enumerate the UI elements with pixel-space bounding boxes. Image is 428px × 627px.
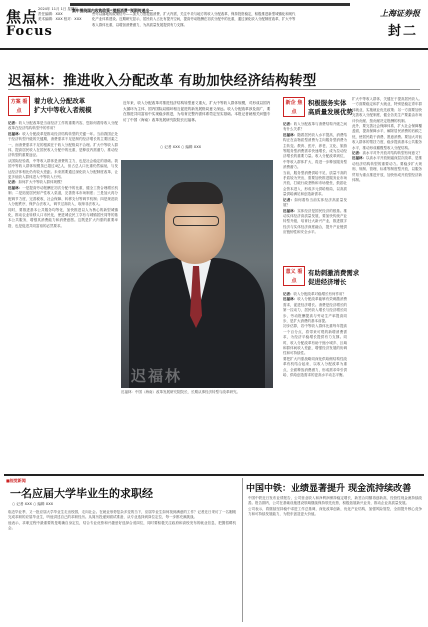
newspaper-brand: 上海证券报 — [380, 9, 420, 18]
para: 此外，要完善社会保障体系，扩大社会保障覆盖面，提高保障水平，解除居民消费的后顾之忧，使居民敢于消费、愿意消费。要加大对低收入群体的帮扶力度，稳步提高基本公共服务水平，推动形成橄榄型收入分配结构。 — [352, 124, 422, 150]
photo-watermark: 迟福林 — [131, 367, 183, 385]
left-tag — [8, 96, 30, 116]
para: 从国际经验看，中等收入群体是消费的主力，也是社会稳定的基础。我国中等收入群体规模虽已超过4亿人，但占总人口比重仍然偏低，与发达经济体相比仍有较大差距。未来需要通过深化收入分配制度改革，让更多低收入群体进入中等收入行列。 — [8, 158, 118, 180]
bottom-left-headline: 一名应届大学毕业生的求职经 — [10, 487, 153, 500]
mid-tag-label: 意义 看点 — [285, 269, 303, 284]
para: 公司表示，将继续坚持稳中求进工作总基调，深化改革创新，优化产业结构，加强风险管控，全面提升核心竞争力和可持续发展能力，为股东创造更大价值。 — [248, 506, 422, 517]
right-column-2 — [352, 97, 422, 467]
mid-tag — [283, 266, 305, 286]
headline-rule — [8, 89, 420, 90]
right-tag — [283, 97, 305, 117]
para: 迟福林：收入分配改革能够有效刺激消费需求，促进经济增长。消费是经济增长的第一拉动力，居民收入增长与经济增长同步、劳动报酬提高与劳动生产率提高同步，是扩大消费的基本前提。 — [283, 297, 347, 324]
issue-editor: 责任编辑：XXX — [38, 12, 63, 16]
left-subhead-line1: 着力收入分配改革 — [34, 97, 86, 105]
para: 迟福林：随着居民收入水平提高，消费结构正在由物质型消费为主向服务型消费为主转变。教育、医疗、养老、文化、旅游等服务型消费需求快速增长，成为拉动经济增长的重要力量。收入分配改革到位，中等收入群体扩大，将进一步释放服务型消费潜力。 — [283, 132, 347, 170]
para: 迟福林：实体经济是国民经济的根基。推动实体经济高质量发展，要加快传统产业转型升级，培育壮大新兴产业，推进数字经济与实体经济深度融合，提升产业链供应链韧性和安全水平。 — [283, 208, 347, 235]
issue-date: 2024年 11月 1日 星期五 — [38, 7, 78, 11]
para: 记者：如何看待当前实体经济高质量发展？ — [283, 197, 347, 208]
para: 记者：如何扩大中等收入群体规模？ — [8, 180, 64, 185]
para: 初步估算，若中等收入群体比重每年提高一个百分点，将带来可观的新增消费需求，为经济平稳增长提供有力支撑。同时，收入分配改革有助于缩小城乡、区域和群体间收入差距，增强经济发展的协调性和可持续性。 — [283, 324, 347, 356]
mid-subhead — [308, 269, 359, 286]
left-tag-label: 方案 看点 — [10, 99, 28, 114]
bottom-right-headline: 中国中铁：业绩显著提升 现金流持续改善 — [246, 484, 412, 494]
intro-paragraph: 近年来，收入分配改革对推进经济结构转型意义重大，扩大中等收入群体规模，对形成以国内大循环为主体、国内国际双循环相互促进的新发展格局意义深远。收入分配改革涉及面广，要在推进共同富裕中实现稳步推进，为培育完整内需体系奠定坚实基础。本报记者就相关问题专访了中国（海南）改革发展研究院院长迟福林。 — [123, 101, 271, 122]
para: 他表示，求职过程中最重要的是明确自身定位，结合专业优势和兴趣爱好选择合适岗位，同时要积极关注政府和高校发布的就业信息，把握招聘机会。 — [8, 520, 236, 531]
byline: ○ 记者 XXX ○ 编辑 XXX — [160, 145, 202, 149]
bottom-right-column — [248, 496, 422, 622]
para: 临近毕业季，又一批应届大学毕业生走出校园，走向社会。在就业形势复杂多变的当下，应届毕业生如何找到满意的工作？记者近日采访了一名刚刚完成求职的应届毕业生，听他讲述自己的求职经历。从简历投递到面试准备，从专业选择到岗位定位，每一步都充满挑战。 — [8, 510, 236, 520]
section-logo-cn: 焦点 — [6, 8, 39, 26]
main-headline: 迟福林：推进收入分配改革 有助加快经济结构转型 — [8, 73, 317, 89]
para: 迟福林：以高水平开放倒逼深层次改革，是推动经济结构转型的重要动力。要稳步扩大规则、规制、管理、标准等制度型开放，以服务贸易为重点推进开放，加快形成开放型经济新体制。 — [352, 156, 422, 183]
para: 扩大中等收入群体，关键在于提高居民收入。一方面要稳定和扩大就业，特别是稳定青年群体就业，实施就业优先政策；另一方面要加快完善收入分配制度，健全各类生产要素由市场评价贡献、按贡献决定报酬的机制。 — [352, 97, 422, 123]
right-tag-label: 新企 焦点 — [285, 100, 303, 115]
left-subhead-line2: 扩大中等收入者规模 — [34, 105, 92, 114]
bottom-divider — [242, 478, 243, 622]
bottom-rule — [4, 474, 424, 476]
issue-designer: 美术编辑：XXX 校对：XXX — [38, 17, 82, 21]
portrait-photo — [121, 160, 273, 388]
para: 同时，要推进基本公共服务均等化，加快推进以人为核心的新型城镇化，推动农业转移人口市民化，使进城农民工享有与城镇居民同等的基本公共服务，增强其消费能力和消费意愿。这既是扩大内需的重要举措，也是促进共同富裕的必然要求。 — [8, 207, 118, 228]
mid-lower-column — [283, 292, 347, 466]
photo-caption: 迟福林：中国（海南）改革发展研究院院长，长期从事经济转型与改革研究。 — [121, 390, 240, 394]
para: 记者：收入分配改革对稳增长有何作用？ — [283, 292, 346, 296]
section-logo-en: Focus — [6, 24, 53, 39]
right-subhead-line2: 高质量发展优势 — [308, 107, 353, 116]
para: 记者：高水平对外开放对结构转型有何意义？ — [352, 151, 422, 156]
para: 当前，服务型消费供给不足、质量不高的矛盾较为突出，需要加快推进服务业市场开放，打破行政垄断和市场壁垒，鼓励社会资本进入，形成多元供给格局，以高质量供给满足和创造新需求。 — [283, 170, 347, 197]
summary-label: 集中围绕国内收购政策“提振消费”预期传递出一 — [72, 8, 153, 13]
page-header — [0, 0, 428, 50]
para: 迟福林：收入分配改革是推动经济结构转型的关键一环。当前我国正处于经济转型升级的关键期，消费需求不足是制约经济增长的主要因素之一，而消费需求不足的根源在于收入分配格局不合理。扩大中等收入群体，提高居民收入在国民收入分配中的比重，是释放内需潜力、推动经济转型的重要途径。 — [8, 131, 118, 158]
header-bar — [70, 3, 350, 6]
photo-hair — [167, 182, 223, 204]
right-subhead — [308, 99, 353, 116]
right-subhead-line1: 积极服务实体 — [308, 99, 347, 107]
header-summary: 些可以落地的政策信号——加大力度提振消费、扩大内需，关注中央与地方的收入分配改革，保持投资稳定，积极推进新型城镇化和现代化产业体系建设。近期研究显示，居民收入占比有提升空间，提高劳动报酬在初次分配中的比重，通过深化收入分配制度改革，扩大中等收入群体比重，以增加消费潜力，为高质量发展提供有力支撑。 — [92, 12, 296, 27]
para: 迟福林：一是提高劳动报酬在初次分配中的比重，健全工资合理增长机制；二是拓宽居民财产性收入渠道，完善资本市场制度；三是加大再分配调节力度，完善税收、社会保障、转移支付等调节机制；四是规范收入分配秩序，保护合法收入，调节过高收入，取缔非法收入。 — [8, 185, 118, 207]
right-column-1 — [283, 122, 347, 257]
bottom-left-column — [8, 510, 236, 622]
mid-subhead-line2: 促进经济增长 — [308, 277, 347, 286]
left-subhead — [34, 97, 92, 114]
para: 中国中铁近日发布业绩报告，公司营业收入和净利润保持稳定增长，新签合同额再创新高，经营性现金流持续改善。报告期内，公司在基础设施建设领域继续保持领先优势，积极拓展新兴业务，推动企业高质量发展。 — [248, 496, 422, 506]
para: 要把扩大内需战略同深化供给侧结构性改革有机结合起来，以收入分配改革为重点，全面释放消费潜力，形成需求牵引供给、供给创造需求的更高水平动态平衡。 — [283, 356, 347, 378]
section-name: 封二 — [387, 24, 418, 39]
photo-glasses — [173, 216, 219, 226]
para: 记者：收入分配改革是当前经济工作的重要内容，您如何看待收入分配改革在经济结构转型中的作用？ — [8, 121, 118, 131]
left-column — [8, 121, 118, 466]
bottom-section-label: ■视觉新闻 — [6, 478, 26, 483]
para: 记者：收入分配改革与消费结构升级之间有什么关系？ — [283, 122, 347, 132]
mid-subhead-line1: 有助刺激消费需求 — [308, 269, 360, 277]
bottom-left-byline: ○ 记者 XXX ○ 编辑 XXX — [12, 502, 54, 506]
